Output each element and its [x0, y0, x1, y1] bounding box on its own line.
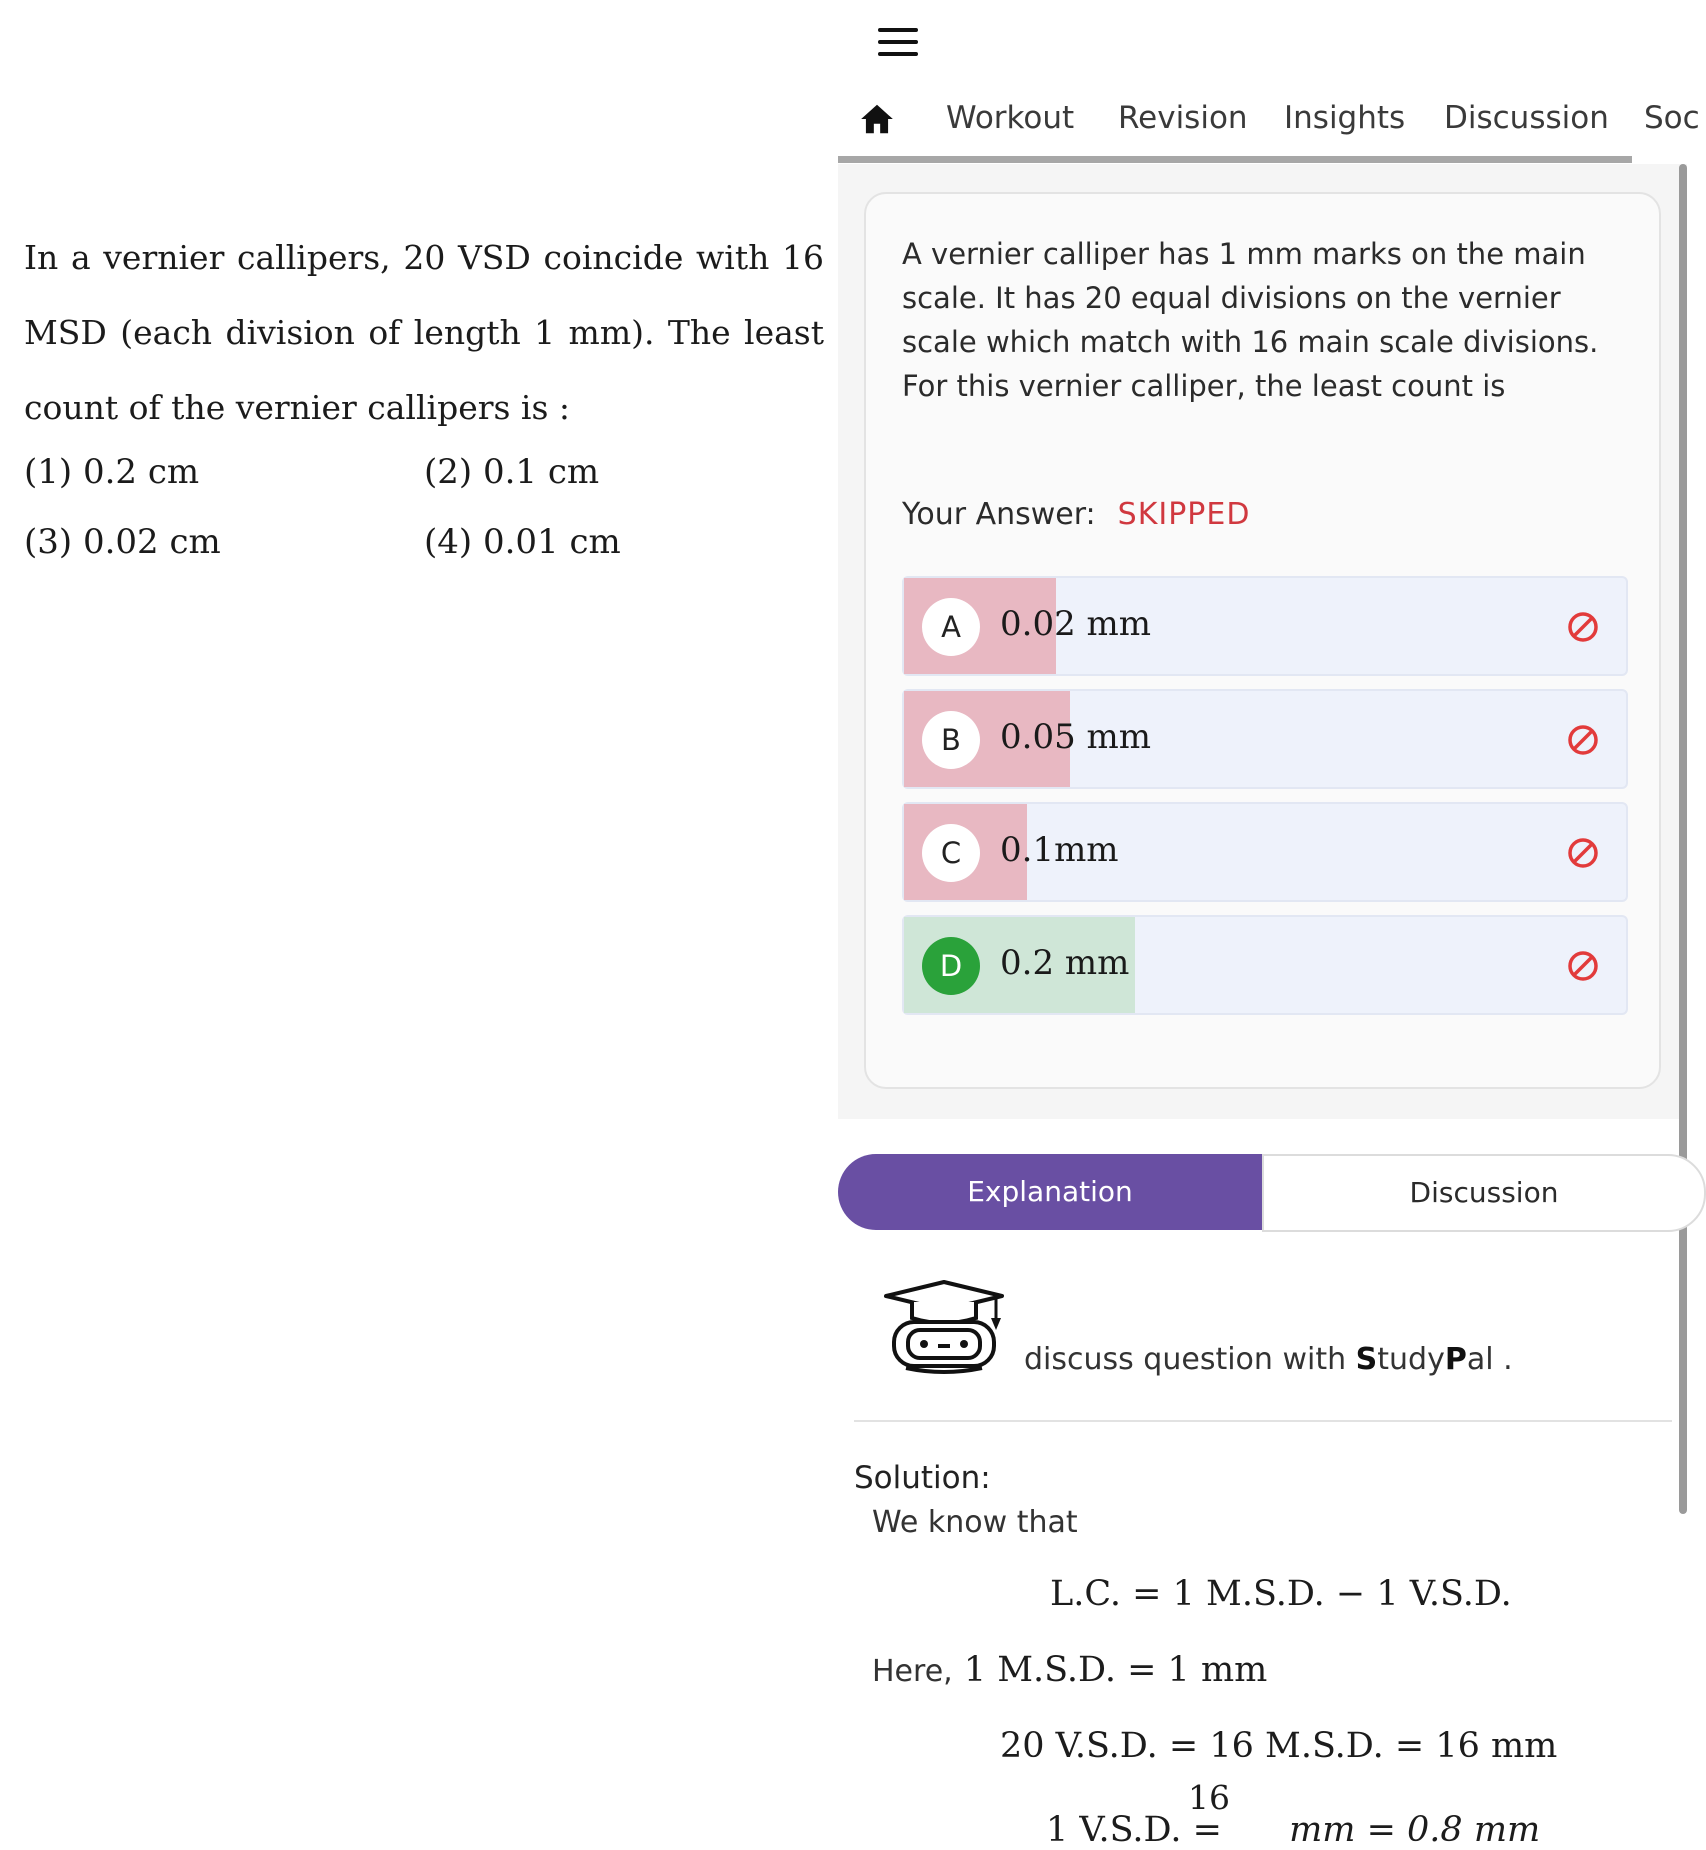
- tab-revision[interactable]: Revision: [1118, 100, 1248, 136]
- option-1: (1) 0.2 cm: [24, 452, 200, 492]
- studypal-link[interactable]: [882, 1278, 1662, 1378]
- equation-msd: [872, 1650, 1267, 1690]
- equation-one-vsd-left: 1 V.S.D. =: [1046, 1810, 1222, 1850]
- studypal-text: [1024, 1342, 1513, 1377]
- option-letter: B: [922, 711, 980, 769]
- scanned-question: [24, 220, 824, 562]
- tab-workout[interactable]: Workout: [946, 100, 1075, 136]
- fraction-numerator: 16: [1188, 1778, 1230, 1817]
- option-letter: C: [922, 824, 980, 882]
- explanation-tab[interactable]: Explanation: [838, 1154, 1262, 1230]
- menu-bar: [878, 52, 918, 56]
- ban-icon: [1566, 610, 1600, 644]
- tab-underline: [838, 156, 1632, 163]
- option-text: 0.02 mm: [1000, 604, 1151, 644]
- tab-soc[interactable]: Soc: [1644, 100, 1700, 136]
- option-letter: A: [922, 598, 980, 656]
- menu-bar: [878, 28, 918, 32]
- tab-discussion[interactable]: Discussion: [1444, 100, 1609, 136]
- equation-vsd: 20 V.S.D. = 16 M.S.D. = 16 mm: [1000, 1726, 1558, 1766]
- option-text: 0.1mm: [1000, 830, 1119, 870]
- question-area: [838, 164, 1687, 1119]
- practice-panel: [838, 0, 1700, 1850]
- your-answer-label: Your Answer:: [902, 497, 1096, 532]
- solution-intro: We know that: [872, 1505, 1078, 1540]
- ban-icon: [1566, 836, 1600, 870]
- menu-bar: [878, 40, 918, 44]
- option-d[interactable]: [902, 915, 1628, 1015]
- option-c[interactable]: [902, 802, 1628, 902]
- option-3: (3) 0.02 cm: [24, 522, 221, 562]
- question-text: A vernier calliper has 1 mm marks on the main scale. It has 20 equal divisions on the vernier scale which match with 16 main scale divisions. For this vernier calliper, the least count is: [902, 237, 1599, 403]
- studypal-tudy: tudy: [1377, 1342, 1445, 1377]
- tab-insights[interactable]: Insights: [1284, 100, 1406, 136]
- home-icon[interactable]: [858, 100, 898, 140]
- equation-one-vsd-right: mm = 0.8 mm: [1289, 1810, 1541, 1850]
- option-text: 0.2 mm: [1000, 943, 1130, 983]
- studypal-prefix: discuss question with: [1024, 1342, 1356, 1377]
- explanation-discussion-toggle: [838, 1154, 1687, 1232]
- scrollbar[interactable]: [1679, 164, 1687, 1514]
- your-answer-row: [902, 497, 1250, 532]
- option-2: (2) 0.1 cm: [424, 452, 600, 492]
- studypal-p: P: [1444, 1342, 1467, 1377]
- option-letter: D: [922, 937, 980, 995]
- question-stem: In a vernier callipers, 20 VSD coincide with 16 MSD (each division of length 1 mm). The least count of the vernier callipers is :: [24, 238, 824, 427]
- option-text: 0.05 mm: [1000, 717, 1151, 757]
- studypal-robot-icon: [882, 1278, 1006, 1374]
- studypal-s: S: [1355, 1342, 1378, 1377]
- divider: [854, 1420, 1672, 1422]
- option-a[interactable]: [902, 576, 1628, 676]
- solution-label: Solution:: [854, 1460, 991, 1496]
- equation-least-count: L.C. = 1 M.S.D. − 1 V.S.D.: [1050, 1574, 1512, 1614]
- ban-icon: [1566, 949, 1600, 983]
- option-b[interactable]: [902, 689, 1628, 789]
- studypal-suffix: .: [1493, 1342, 1513, 1377]
- question-card: [864, 192, 1661, 1089]
- ban-icon: [1566, 723, 1600, 757]
- answer-status: SKIPPED: [1117, 497, 1251, 532]
- nav-tabs: [838, 92, 1700, 164]
- discussion-tab[interactable]: Discussion: [1262, 1154, 1706, 1232]
- studypal-al: al: [1466, 1342, 1494, 1377]
- option-4: (4) 0.01 cm: [424, 522, 621, 562]
- equation-msd-text: 1 M.S.D. = 1 mm: [963, 1650, 1268, 1690]
- here-label: Here,: [872, 1654, 953, 1689]
- equation-one-vsd: [1046, 1778, 1541, 1850]
- hamburger-menu-button[interactable]: [878, 28, 918, 58]
